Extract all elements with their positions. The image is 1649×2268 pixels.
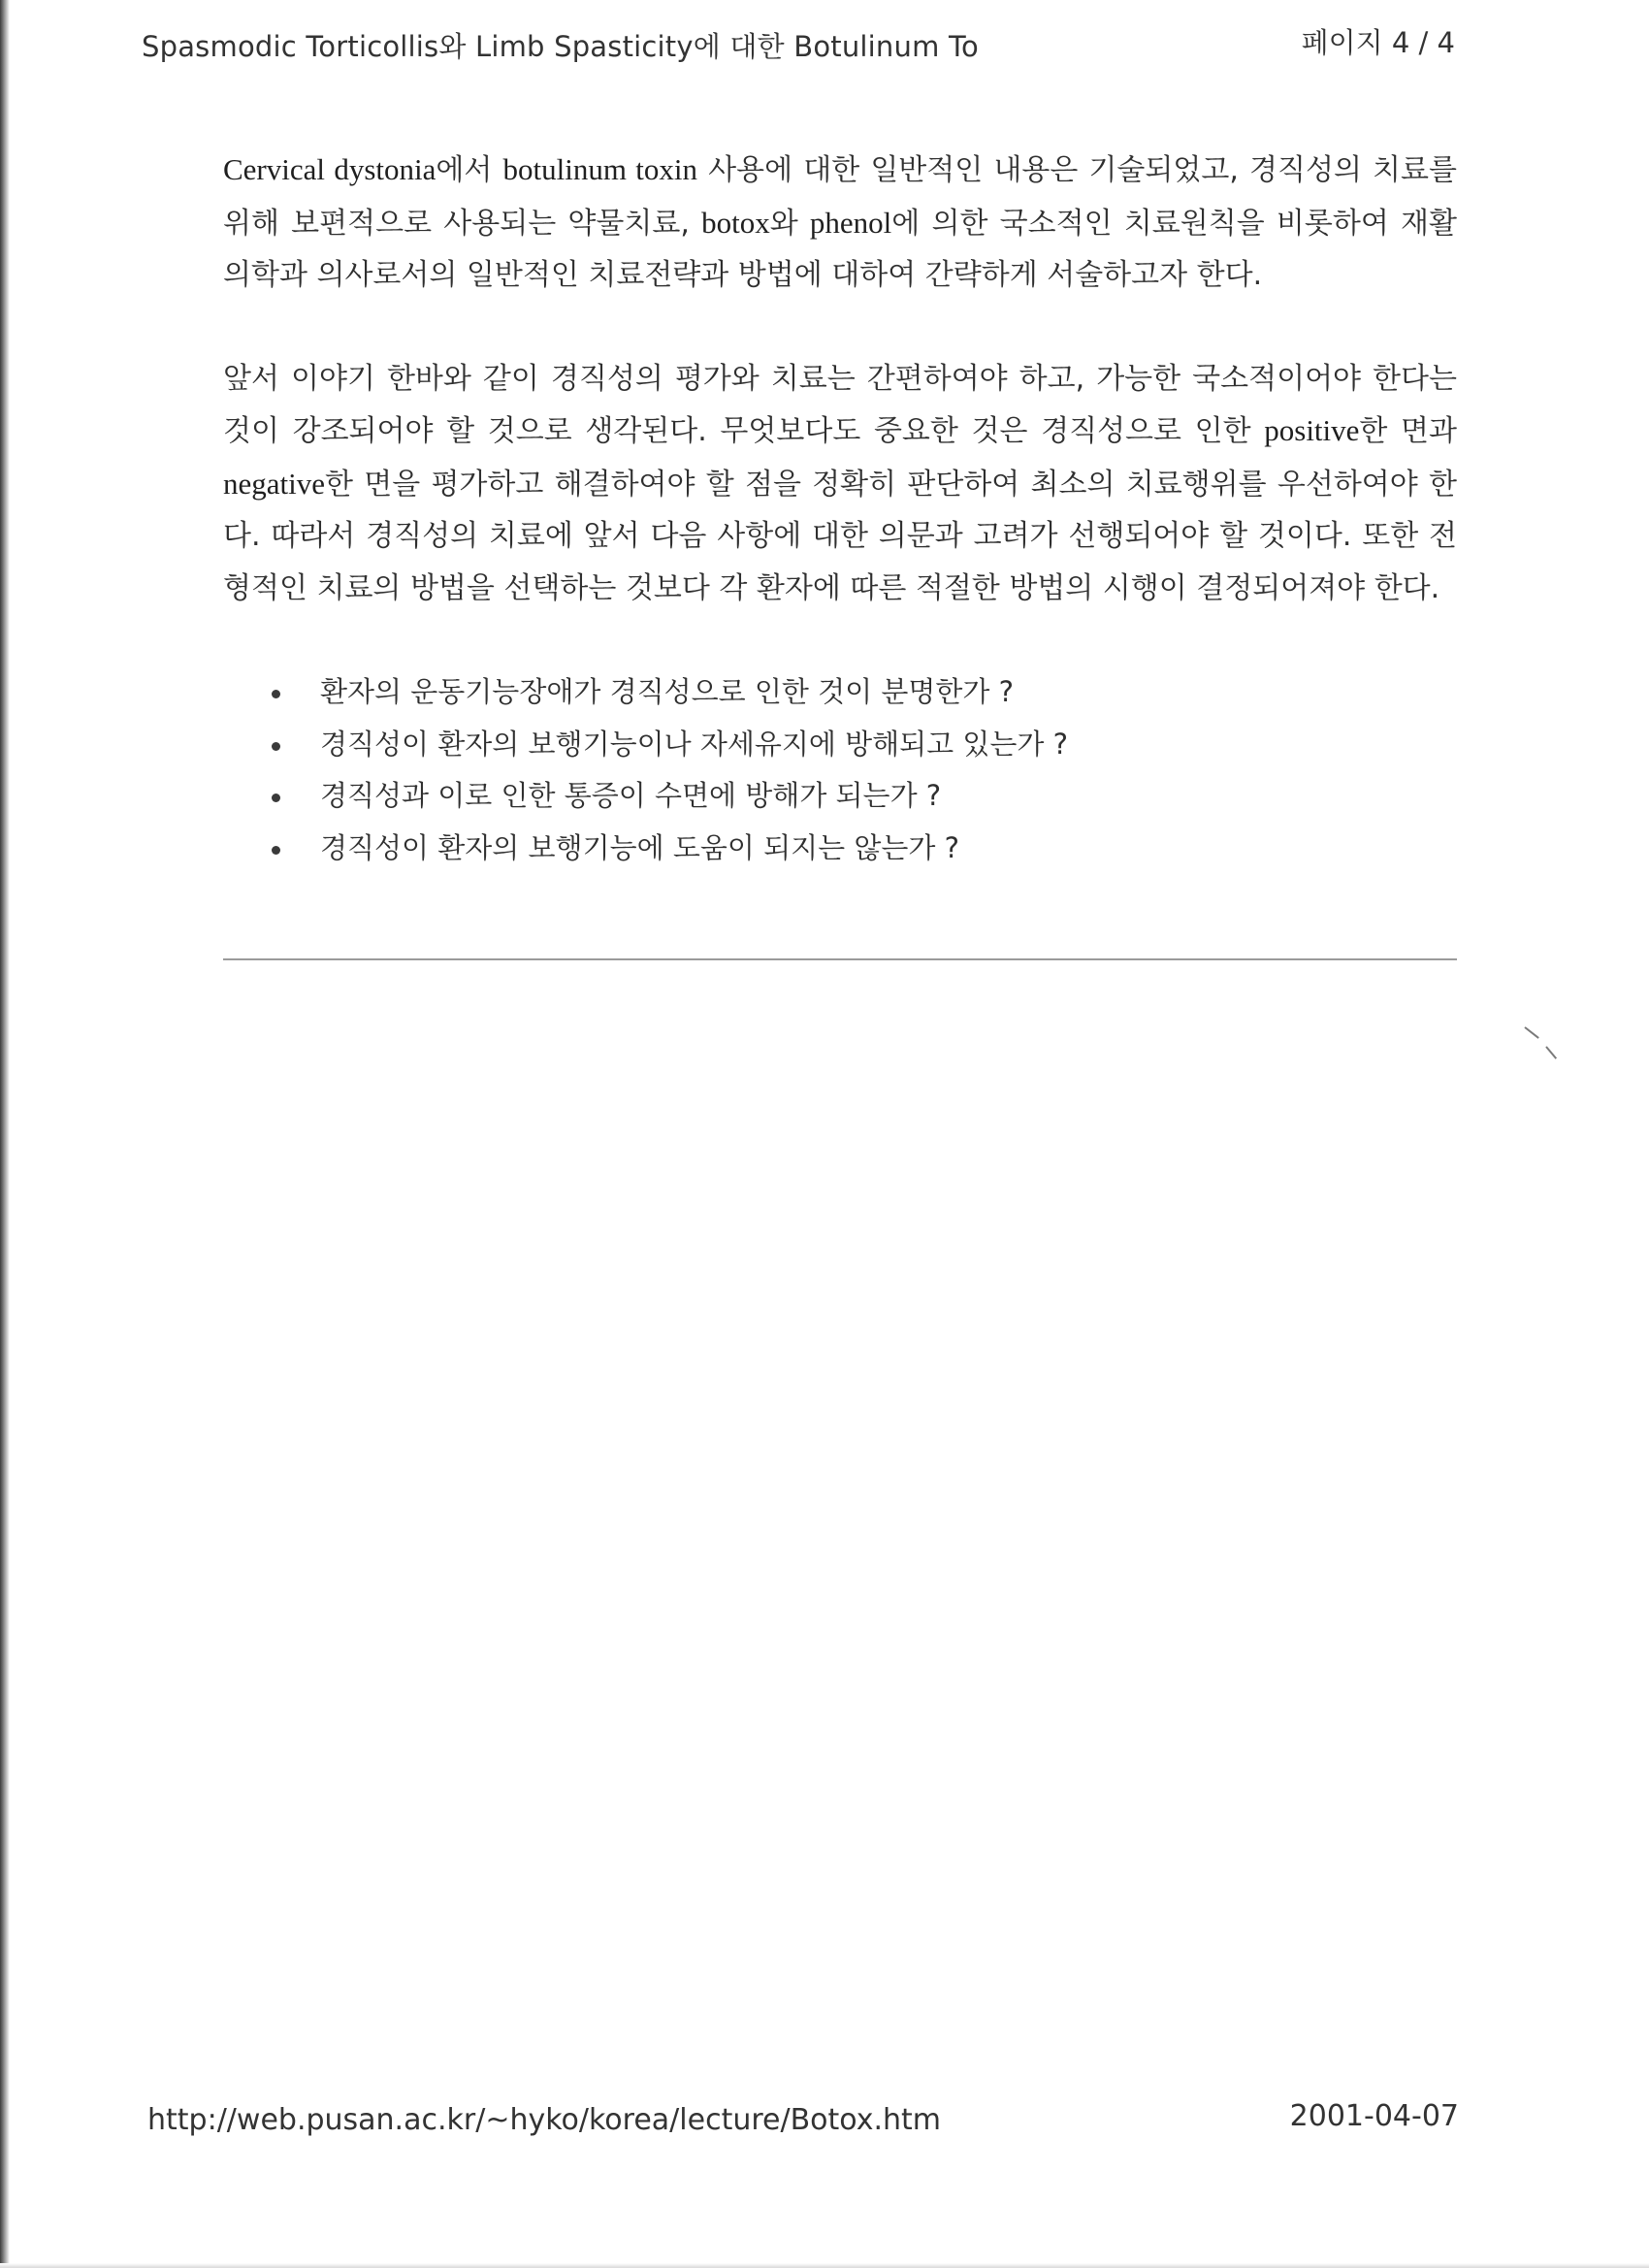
paragraph-intro-text: 와 <box>769 206 810 241</box>
document-body <box>223 144 1457 874</box>
paragraph-intro-term: botox <box>701 205 770 240</box>
header-page-indicator: 페이지 4 / 4 <box>1301 26 1455 59</box>
question-item <box>223 770 1457 823</box>
bullet-icon <box>272 690 280 698</box>
question-text: 경직성과 이로 인한 통증이 수면에 방해가 되는가 ? <box>320 779 942 812</box>
scan-page-edge <box>0 0 10 2268</box>
footer-source-url[interactable]: http://web.pusan.ac.kr/~hyko/korea/lecture/Botox.htm <box>147 2103 941 2137</box>
question-text: 환자의 운동기능장애가 경직성으로 인한 것이 분명한가 ? <box>320 675 1015 708</box>
question-item <box>223 666 1457 719</box>
question-item <box>223 719 1457 771</box>
paragraph-intro-text: 에 의한 국소적인 치료원칙을 비롯하여 재활의학과 의사로서의 일반적인 치료전략과 방법에 대하여 간략하게 서술하고자 한다. <box>223 206 1457 292</box>
scan-speck <box>1545 1046 1557 1059</box>
paragraph-intro-term: Cervical dystonia <box>223 152 436 186</box>
paragraph-intro <box>223 144 1457 302</box>
scan-speck <box>1524 1026 1538 1039</box>
scan-page-bottom-edge <box>0 2263 1649 2268</box>
paragraph-intro-term: botulinum toxin <box>502 152 698 186</box>
paragraph-intro-text: 사용에 대한 일반적인 내용은 기술되었고, 경직성의 치료를 위해 보편적으로 사용되는 약물치료, <box>223 153 1457 241</box>
paragraph-assessment-term: negative <box>223 466 326 501</box>
question-item <box>223 823 1457 875</box>
paragraph-assessment-text: 한 면과 <box>1359 414 1457 448</box>
paragraph-assessment-text: 앞서 이야기 한바와 같이 경직성의 평가와 치료는 간편하여야 하고, 가능한 국소적이어야 한다는 것이 강조되어야 할 것으로 생각된다. 무엇보다도 중요한 것은 경직성으로 인한 <box>223 361 1457 448</box>
bullet-icon <box>272 794 280 802</box>
question-text: 경직성이 환자의 보행기능이나 자세유지에 방해되고 있는가 ? <box>320 727 1069 761</box>
paragraph-assessment-term: positive <box>1264 413 1360 447</box>
bullet-icon <box>272 742 280 751</box>
horizontal-divider <box>223 958 1457 960</box>
question-list <box>223 666 1457 874</box>
question-text: 경직성이 환자의 보행기능에 도움이 되지는 않는가 ? <box>320 830 959 864</box>
bullet-icon <box>272 846 280 855</box>
header-document-title: Spasmodic Torticollis와 Limb Spasticity에 대한 Botulinum To <box>142 30 979 63</box>
footer-print-date: 2001-04-07 <box>1289 2099 1459 2133</box>
paragraph-intro-text: 에서 <box>436 153 503 187</box>
paragraph-assessment-text: 한 면을 평가하고 해결하여야 할 점을 정확히 판단하여 최소의 치료행위를 우선하여야 한다. 따라서 경직성의 치료에 앞서 다음 사항에 대한 의문과 고려가 선행되어야 할 것이다. 또한 전형적인 치료의 방법을 선택하는 것보다 각 환자에 따른 적절한 방법의 시행이 결정되어져야 한다. <box>223 467 1457 605</box>
paragraph-assessment <box>223 353 1457 615</box>
paragraph-intro-term: phenol <box>809 205 892 240</box>
